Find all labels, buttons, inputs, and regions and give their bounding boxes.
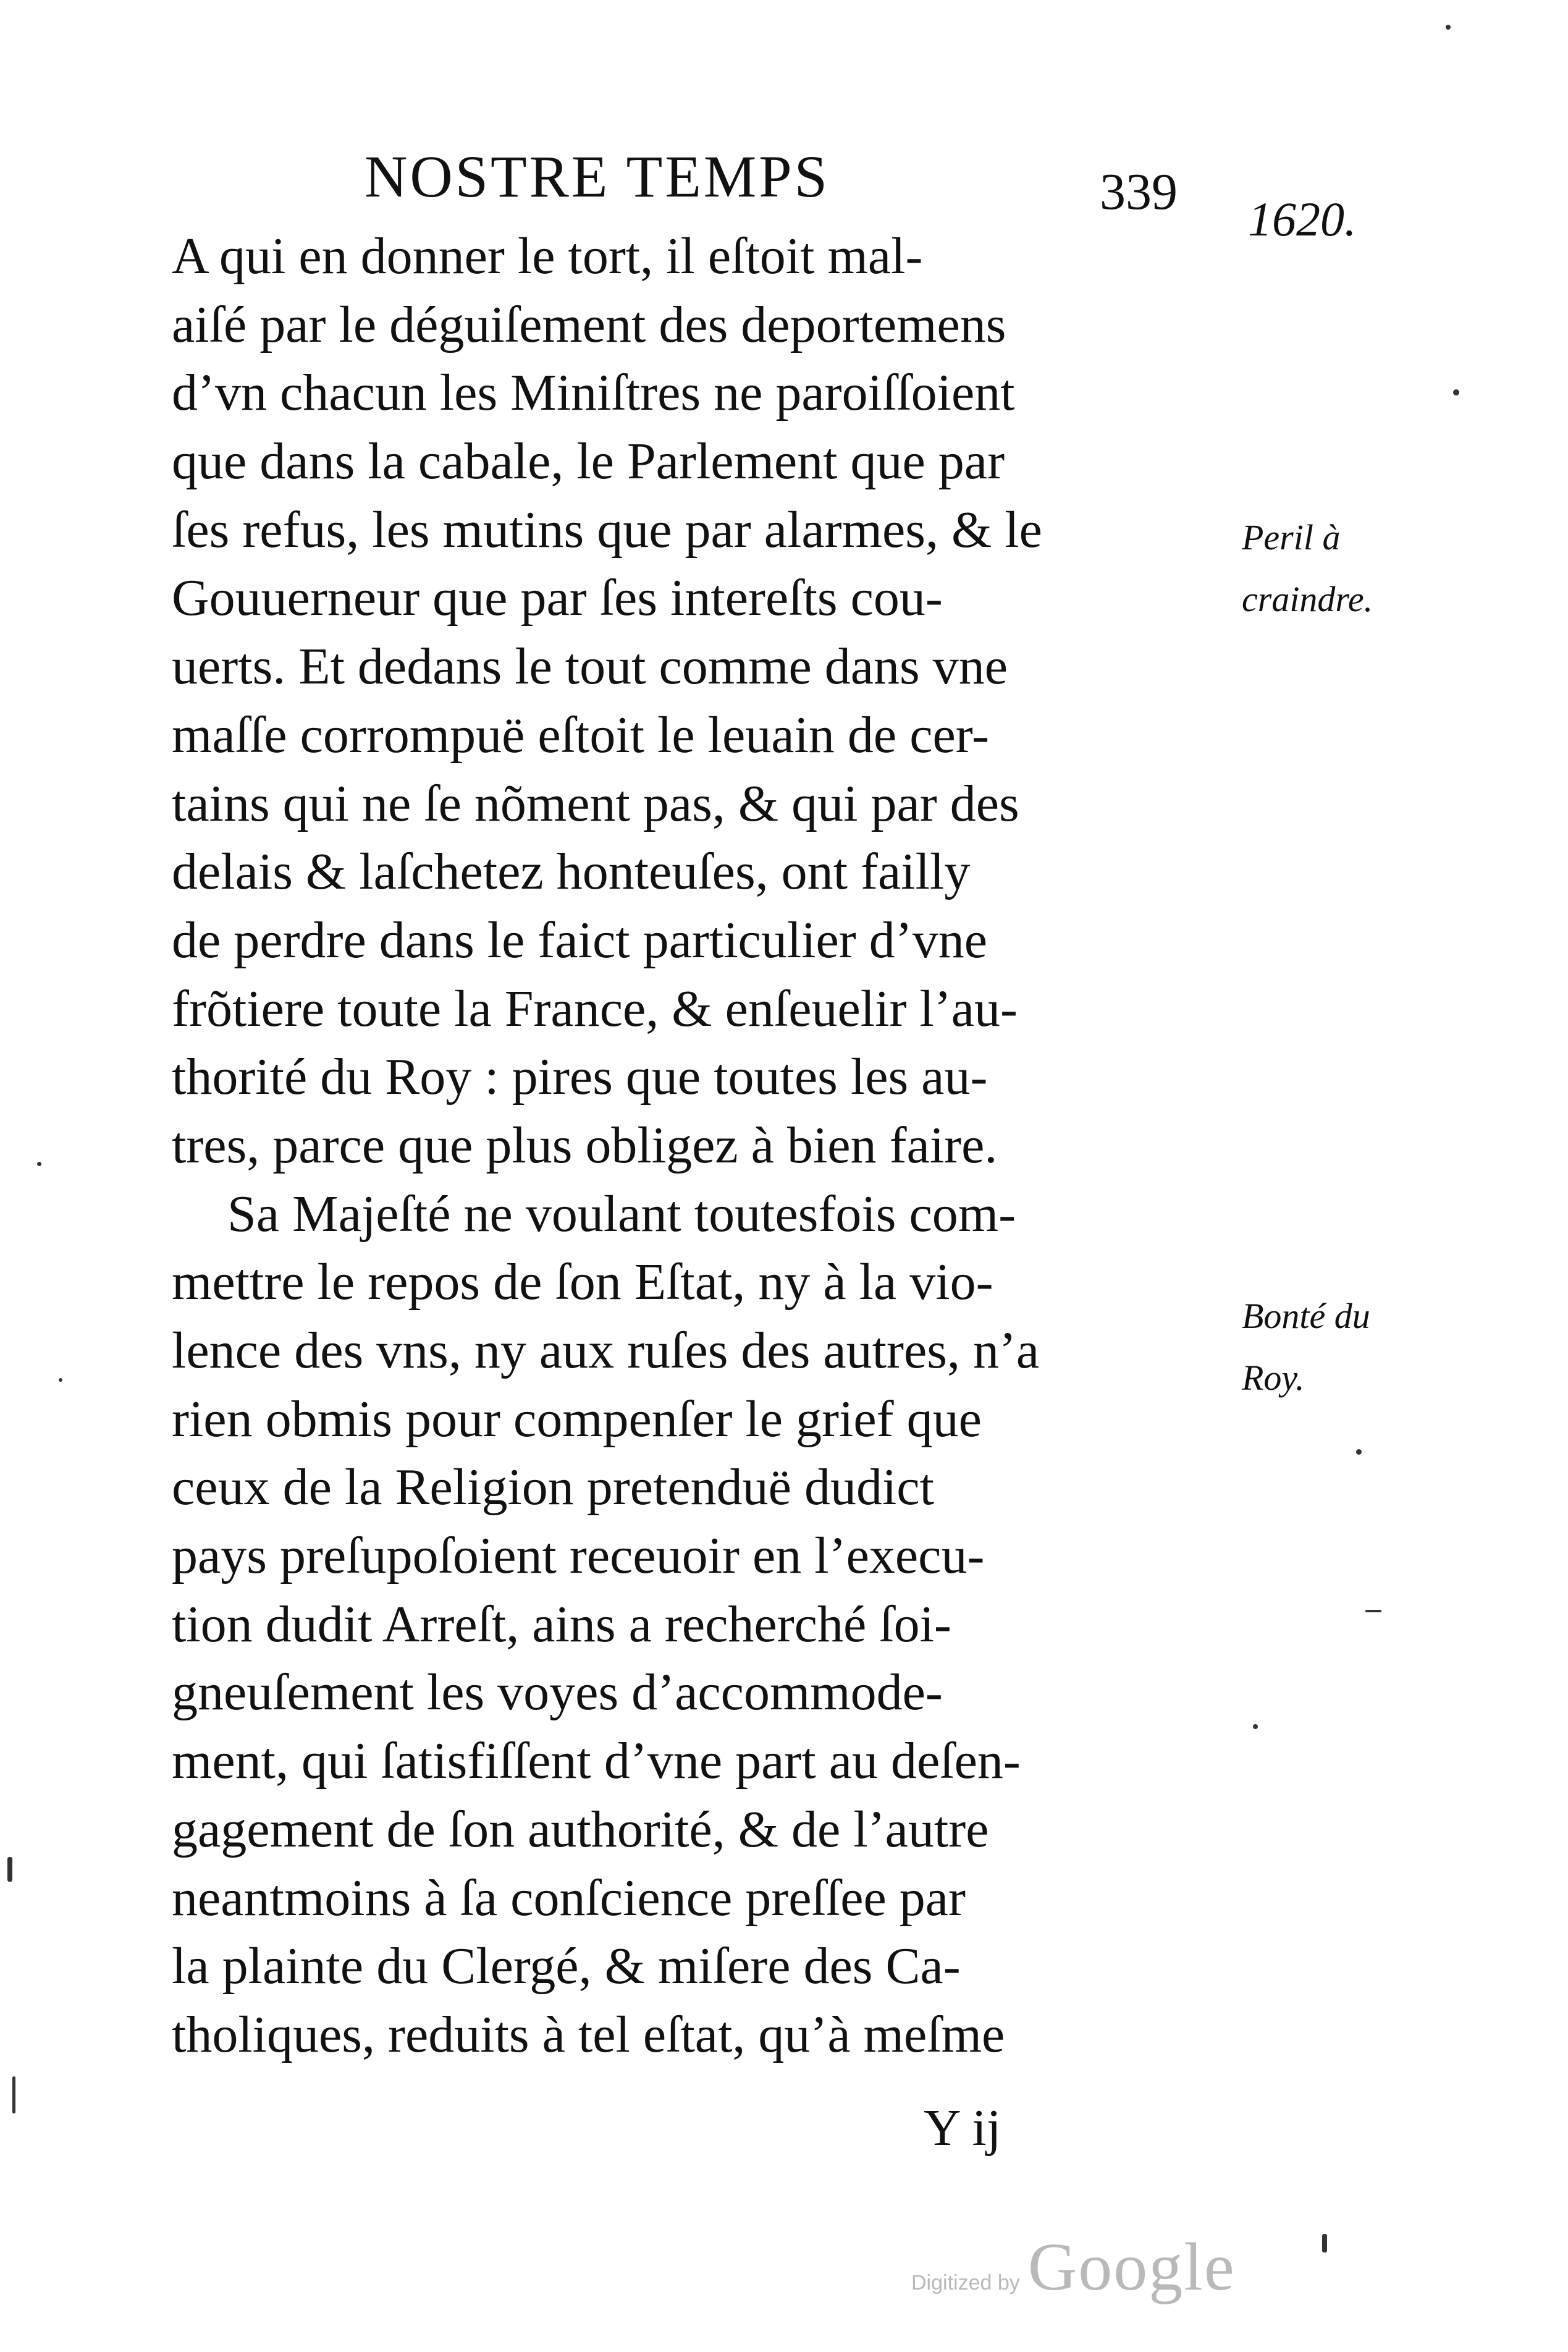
scan-speck [1446, 25, 1451, 30]
margin-year: 1620. [1248, 192, 1357, 246]
body-text [172, 222, 1234, 2070]
text-line: maſſe corrompuë eſtoit le leuain de cer- [172, 706, 990, 764]
text-line: gneuſement les voyes d’accommode- [172, 1664, 943, 1722]
paragraph-start-line: Sa Majeſté ne voulant toutesfois com- [227, 1185, 1016, 1243]
text-line: lence des vns, ny aux ruſes des autres, n’a [172, 1322, 1040, 1379]
text-line: de perdre dans le faict particulier d’vne [172, 911, 988, 969]
text-line: A qui en donner le tort, il eſtoit mal- [172, 227, 923, 285]
text-line: tres, parce que plus obligez à bien faire. [172, 1116, 998, 1174]
text-line: gagement de ſon authorité, & de l’autre [172, 1800, 989, 1858]
watermark-prefix: Digitized by [911, 2271, 1020, 2295]
text-line: Gouuerneur que par ſes intereſts cou- [172, 569, 943, 627]
scan-speck [1253, 1724, 1258, 1729]
text-line: que dans la cabale, le Parlement que par [172, 433, 1005, 491]
text-line: rien obmis pour compenſer le grief que [172, 1390, 982, 1448]
scan-speck [37, 1162, 41, 1166]
margin-note-line: Roy. [1242, 1358, 1305, 1398]
signature-mark: Y ij [924, 2099, 1001, 2157]
text-line: aiſé par le déguiſement des deportemens [172, 295, 1006, 353]
text-line: ment, qui ſatisfiſſent d’vne part au deſen- [172, 1732, 1021, 1790]
margin-note-line: craindre. [1242, 579, 1373, 619]
running-head [0, 142, 1568, 246]
text-line: tholiques, reduits à tel eſtat, qu’à meſme [172, 2005, 1005, 2063]
text-line: delais & laſchetez honteuſes, ont failly [172, 843, 971, 901]
text-line: pays preſupoſoient receuoir en l’execu- [172, 1527, 985, 1585]
running-title: NOSTRE TEMPS [365, 143, 830, 209]
scan-speck [59, 1378, 62, 1382]
text-line: ſes refus, les mutins que par alarmes, & le [172, 501, 1042, 559]
scan-speck [1356, 1449, 1362, 1455]
margin-note-peril [1242, 507, 1373, 630]
text-line: ceux de la Religion pretenduë dudict [172, 1458, 934, 1517]
scan-speck [7, 1857, 12, 1882]
margin-note-line: Peril à [1242, 517, 1341, 557]
digitization-watermark [911, 2228, 1236, 2306]
scan-speck [1453, 389, 1459, 396]
text-line: mettre le repos de ſon Eſtat, ny à la vio- [172, 1253, 993, 1311]
scan-speck [1322, 2234, 1327, 2253]
watermark-brand: Google [1027, 2229, 1236, 2304]
text-line: tains qui ne ſe nõment pas, & qui par des [172, 774, 1019, 832]
text-line: frõtiere toute la France, & enſeuelir l’au- [172, 979, 1018, 1038]
text-line: thorité du Roy : pires que toutes les au- [172, 1048, 988, 1106]
scan-speck [12, 2076, 15, 2113]
text-line: uerts. Et dedans le tout comme dans vne [172, 638, 1008, 696]
text-line: tion dudit Arreſt, ains a recherché ſoi- [172, 1595, 951, 1653]
margin-note-bonte [1242, 1285, 1370, 1409]
margin-note-line: Bonté du [1242, 1296, 1370, 1336]
scan-speck [1365, 1610, 1381, 1612]
text-line: la plainte du Clergé, & miſere des Ca- [172, 1937, 961, 1995]
text-line: d’vn chacun les Miniſtres ne paroiſſoient [172, 364, 1015, 422]
text-line: neantmoins à ſa conſcience preſſee par [172, 1869, 966, 1927]
page-number: 339 [1100, 163, 1178, 221]
